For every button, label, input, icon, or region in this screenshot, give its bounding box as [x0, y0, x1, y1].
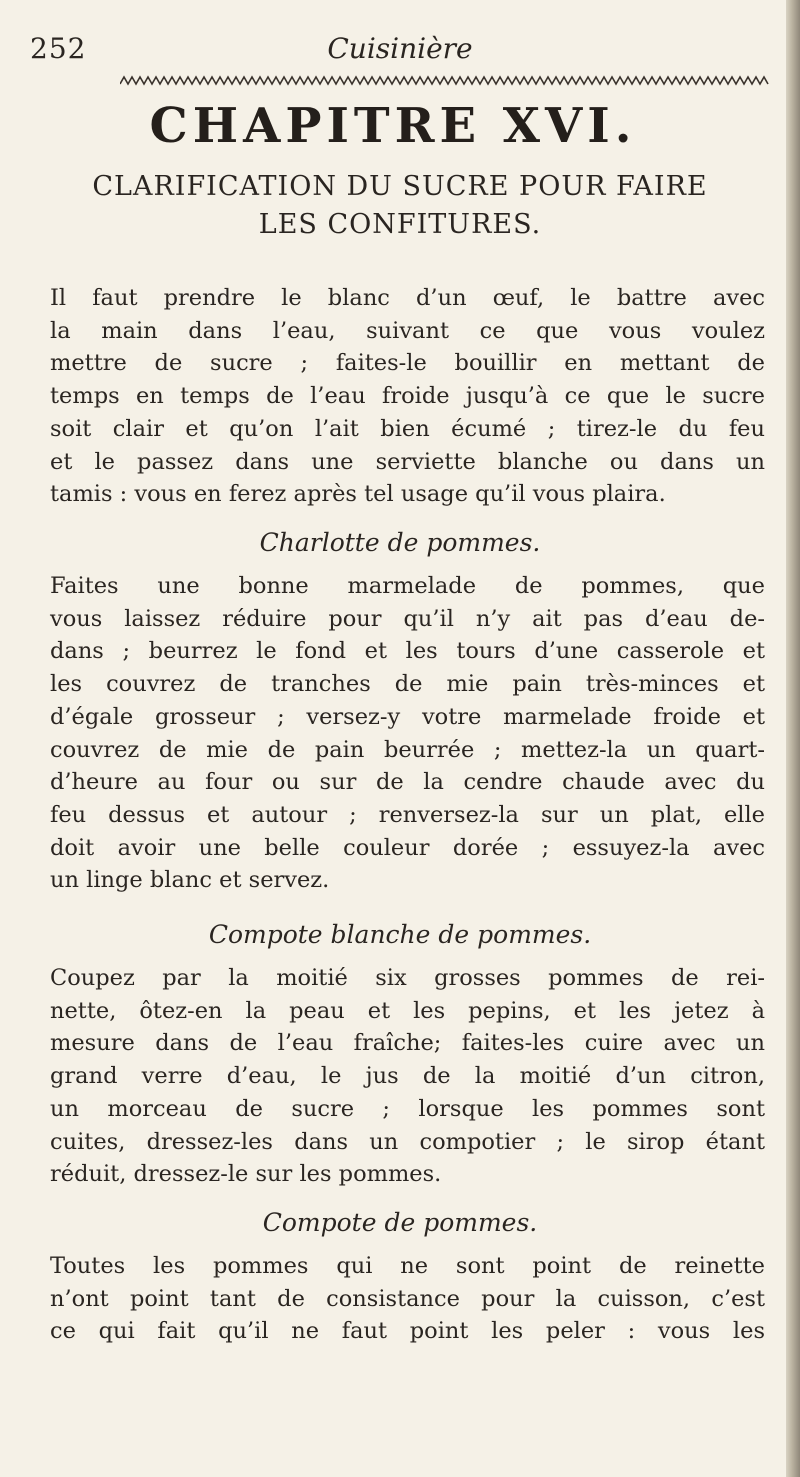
paragraph-compote	[50, 1250, 765, 1348]
text-line: réduit, dressez-le sur les pommes.	[50, 1161, 442, 1188]
text-line: temps en temps de l’eau froide jusqu’à ce que le sucre	[50, 383, 765, 410]
text-line: n’ont point tant de consistance pour la cuisson, c’est	[50, 1285, 765, 1312]
text-line: mesure dans de l’eau fraîche; faites-les cuire avec un	[50, 1030, 765, 1057]
text-line: la main dans l’eau, suivant ce que vous voulez	[50, 317, 765, 344]
text-line: mettre de sucre ; faites-le bouillir en mettant de	[50, 350, 765, 377]
text-line: Il faut prendre le blanc d’un œuf, le battre avec	[50, 285, 765, 311]
recipe-heading-compote-blanche: Compote blanche de pommes.	[208, 920, 592, 949]
page-edge	[786, 0, 800, 1477]
paragraph-charlotte	[50, 570, 765, 897]
text-line: dans ; beurrez le fond et les tours d’une casserole et	[50, 638, 765, 665]
text-line: Toutes les pommes qui ne sont point de reinette	[50, 1253, 765, 1279]
text-line: et le passez dans une serviette blanche ou dans un	[50, 448, 765, 475]
text-line: feu dessus et autour ; renversez-la sur un plat, elle	[50, 801, 765, 828]
text-line: d’heure au four ou sur de la cendre chaude avec du	[50, 769, 765, 796]
recipe-heading-charlotte: Charlotte de pommes.	[259, 528, 541, 557]
section-title-line: LES CONFITURES.	[258, 209, 542, 240]
paragraph-compote-blanche	[50, 962, 765, 1191]
page-header	[30, 28, 770, 72]
recipe-heading-compote: Compote de pommes.	[262, 1208, 538, 1237]
text-line: cuites, dressez-les dans un compotier ; le sirop étant	[50, 1128, 765, 1155]
text-line: grand verre d’eau, le jus de la moitié d’un citron,	[50, 1063, 765, 1090]
text-line: vous laissez réduire pour qu’il n’y ait pas d’eau de-	[50, 605, 765, 632]
chapter-title: CHAPITRE XVI.	[149, 98, 637, 154]
text-line: Coupez par la moitié six grosses pommes de rei-	[50, 965, 765, 991]
text-line: soit clair et qu’on l’ait bien écumé ; tirez-le du feu	[50, 415, 765, 442]
running-title: Cuisinière	[327, 32, 473, 65]
text-line: d’égale grosseur ; versez-y votre marmelade froide et	[50, 703, 765, 730]
section-title	[30, 168, 770, 244]
text-line: les couvrez de tranches de mie pain très-minces et	[50, 671, 765, 698]
text-line: Faites une bonne marmelade de pommes, que	[50, 573, 765, 599]
ornamental-rule	[120, 74, 770, 88]
paragraph-clarification	[50, 282, 765, 511]
page-number: 252	[30, 32, 87, 65]
text-line: tamis : vous en ferez après tel usage qu’il vous plaira.	[50, 481, 666, 508]
text-line: ce qui fait qu’il ne faut point les peler : vous les	[50, 1318, 765, 1345]
text-line: doit avoir une belle couleur dorée ; essuyez-la avec	[50, 834, 765, 861]
text-line: couvrez de mie de pain beurrée ; mettez-la un quart-	[50, 736, 765, 763]
text-line: un linge blanc et servez.	[50, 867, 330, 894]
section-title-line: CLARIFICATION DU SUCRE POUR FAIRE	[92, 171, 708, 202]
text-line: nette, ôtez-en la peau et les pepins, et les jetez à	[50, 997, 765, 1024]
text-line: un morceau de sucre ; lorsque les pommes sont	[50, 1095, 765, 1122]
